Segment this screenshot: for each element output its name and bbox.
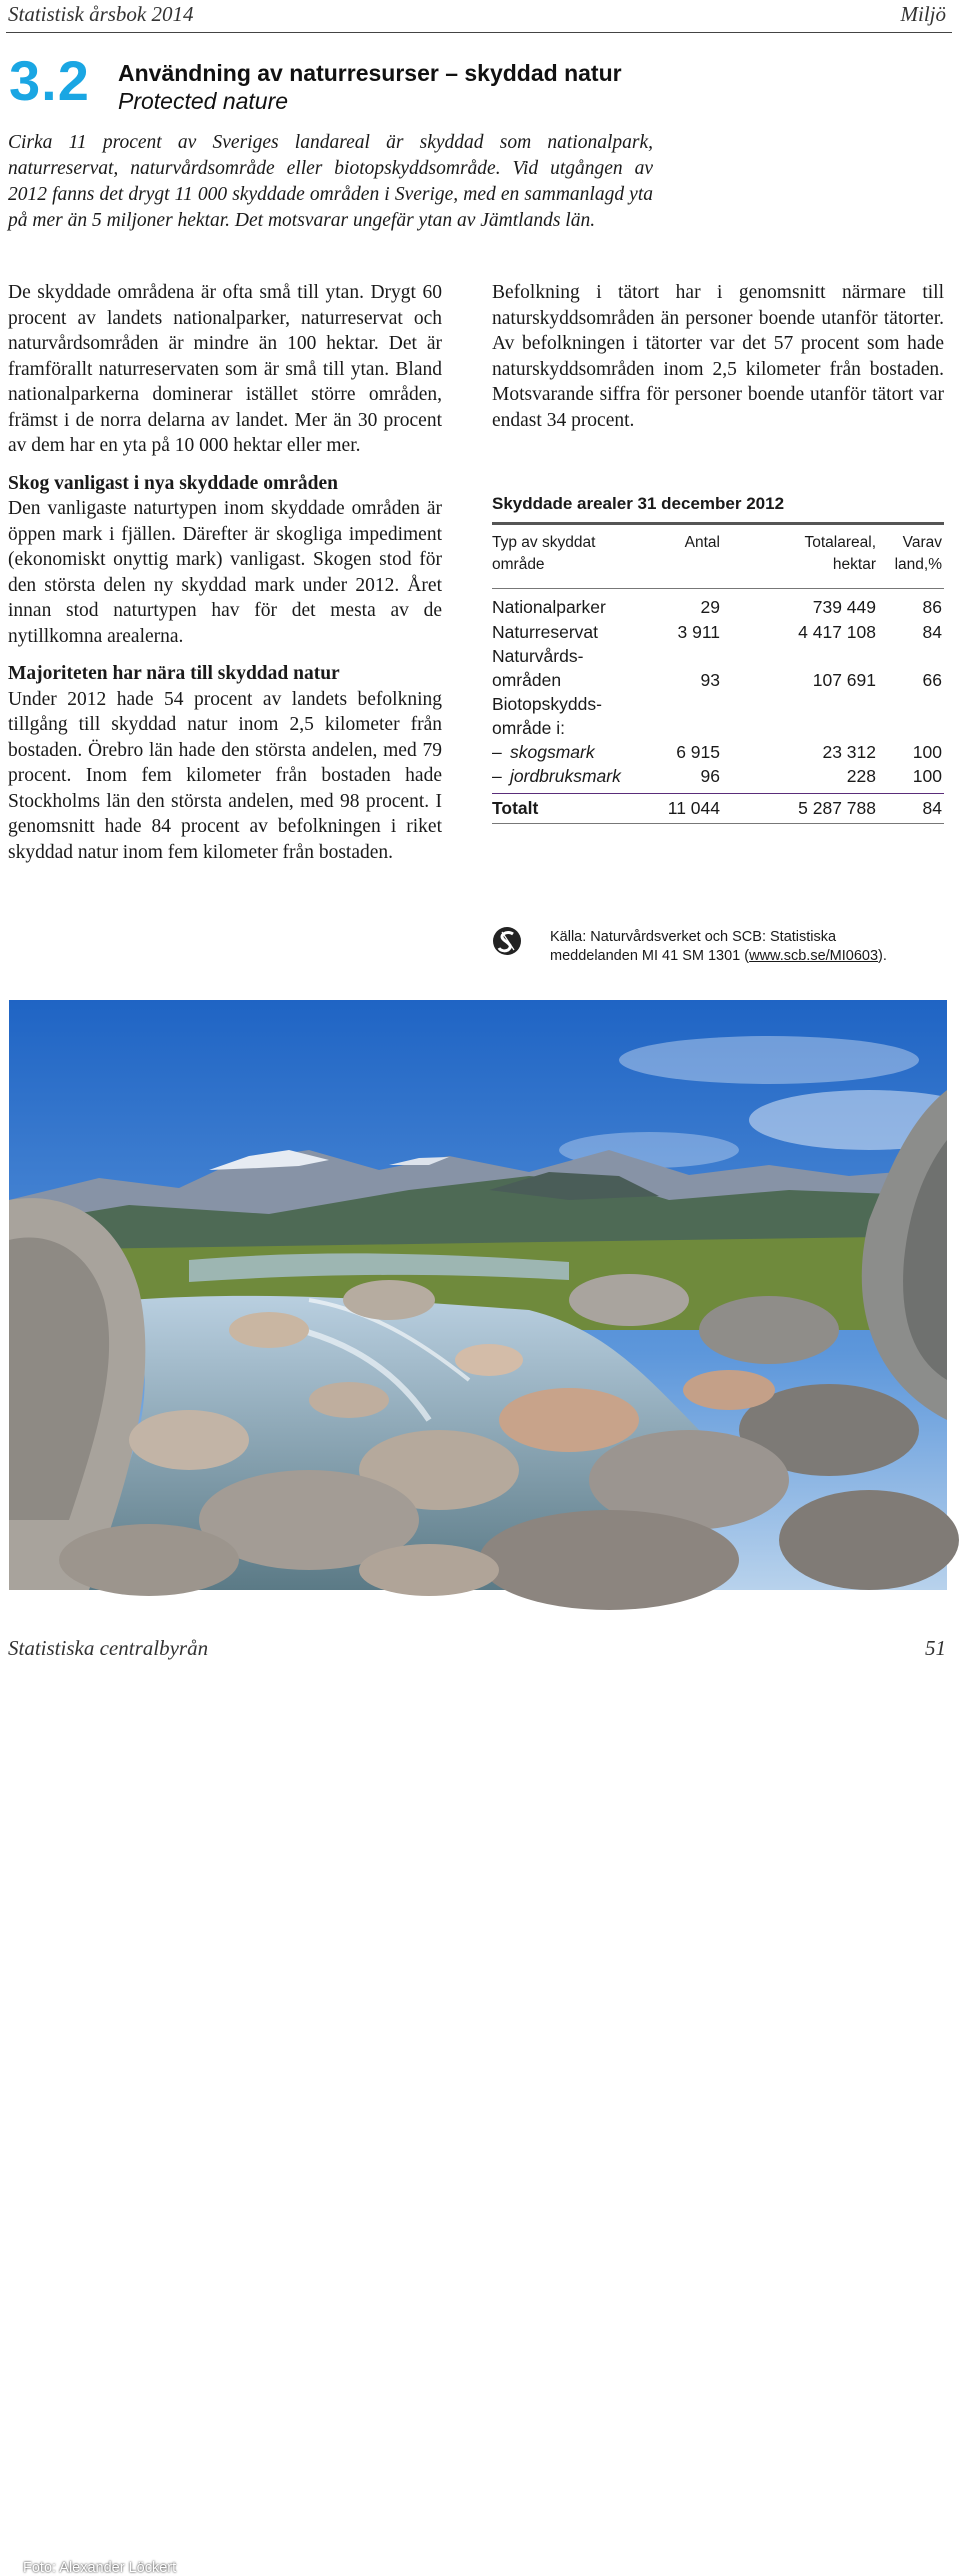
table-cell-varav: 66 bbox=[922, 670, 942, 690]
left-column bbox=[8, 280, 442, 877]
source-link[interactable]: www.scb.se/MI0603 bbox=[749, 948, 879, 964]
table-total-rule bbox=[492, 793, 944, 794]
source-line-1: Källa: Naturvårdsverket och SCB: Statistiska bbox=[550, 929, 837, 945]
table-cell-area: 107 691 bbox=[812, 670, 876, 690]
header-varav-line1: Varav bbox=[902, 534, 942, 551]
table-row-name: Nationalparker bbox=[492, 597, 606, 617]
subheading-forest: Skog vanligast i nya skyddade områden bbox=[8, 472, 338, 494]
table-title: Skyddade arealer 31 december 2012 bbox=[492, 494, 785, 513]
header-rule bbox=[6, 32, 952, 33]
header-type-line1: Typ av skyddat bbox=[492, 534, 596, 551]
page-number: 51 bbox=[925, 1636, 946, 1660]
table-cell-area: 228 bbox=[846, 766, 876, 786]
table-cell-varav: 100 bbox=[912, 766, 942, 786]
table-cell-area: 739 449 bbox=[812, 597, 876, 617]
section-number: 3.2 bbox=[9, 49, 90, 112]
right-paragraph-1: Befolkning i tätort har i genomsnitt närmare till naturskyddsområden än personer boende utanför tätorter. Av befolkningen i tätorter var det 57 procent som hade naturskyddsområden inom 2,5 kilometer från bostaden. Motsvarande siffra för personer boende utanför tätort var endast 34 procent. bbox=[492, 282, 944, 431]
table-row-name-line1: Biotopskydds- bbox=[492, 694, 602, 714]
left-paragraph-3: Under 2012 hade 54 procent av landets befolkning tillgång till skyddad natur inom 2,5 kilometer från bostaden. Örebro län hade den största andelen, med 79 procent. Inom fem kilometer från bostaden hade Stockholms län den största andelen, med 98 procent. I genomsnitt hade 84 procent av befolkningen i riket skyddad natur inom fem kilometer från bostaden. bbox=[8, 688, 442, 863]
source-note bbox=[550, 928, 950, 966]
table-total-label: Totalt bbox=[492, 798, 539, 818]
subheading-proximity: Majoriteten har nära till skyddad natur bbox=[8, 663, 340, 684]
header-area-line1: Totalareal, bbox=[804, 534, 876, 551]
table-cell-varav: 100 bbox=[912, 742, 942, 762]
table-cell-varav: 84 bbox=[922, 622, 942, 642]
header-type-line2: område bbox=[492, 556, 545, 573]
table-cell-antal: 29 bbox=[700, 597, 720, 617]
table-row-dash: – bbox=[492, 766, 502, 786]
table-total-area: 5 287 788 bbox=[798, 798, 876, 818]
table-total-antal: 11 044 bbox=[667, 798, 720, 818]
photo-credit: Foto: Alexander Löckert bbox=[23, 2560, 177, 2576]
scb-logo-icon bbox=[492, 926, 522, 956]
table-cell-antal: 3 911 bbox=[677, 622, 720, 642]
running-header-left: Statistisk årsbok 2014 bbox=[8, 2, 194, 26]
source-line-2: meddelanden MI 41 SM 1301 (www.scb.se/MI0603). bbox=[550, 948, 887, 964]
table-bottom-rule bbox=[492, 823, 944, 824]
running-header-right: Miljö bbox=[900, 2, 946, 26]
table-top-rule bbox=[492, 522, 944, 525]
table-cell-antal: 6 915 bbox=[676, 742, 720, 762]
table-cell-antal: 96 bbox=[700, 766, 720, 786]
table-cell-varav: 86 bbox=[922, 597, 942, 617]
header-area-line2: hektar bbox=[832, 556, 876, 573]
table-row-name: skogsmark bbox=[510, 742, 595, 762]
right-column bbox=[492, 280, 944, 433]
table-cell-antal: 93 bbox=[700, 670, 720, 690]
table-row-name: jordbruksmark bbox=[510, 766, 621, 786]
left-paragraph-2: Den vanligaste naturtypen inom skyddade områden är öppen mark i fjällen. Därefter är skogliga impediment (ekonomiskt onyttig mark) vanligast. Skogen stod för den största delen ny skyddad mark under 2012. Året innan stod naturtypen hav för det mesta av de nytillkomna arealerna. bbox=[8, 498, 442, 647]
table-row-name-line2: områden bbox=[492, 670, 562, 690]
table-cell-area: 4 417 108 bbox=[798, 622, 876, 642]
running-footer-left: Statistiska centralbyrån bbox=[8, 1636, 209, 1660]
section-title: Användning av naturresurser – skyddad natur bbox=[118, 60, 622, 86]
left-paragraph-1: De skyddade områdena är ofta små till ytan. Drygt 60 procent av landets nationalparker, naturreservat och naturvårdsområden är mindre än 100 hektar. Det är framförallt naturreservaten som är små till ytan. Bland nationalparkerna dominerar istället större områden, främst i de norra delarna av landet. Mer än 30 procent av dem har en yta på 10 000 hektar eller mer. bbox=[8, 282, 442, 456]
table-row-name: Naturreservat bbox=[492, 622, 599, 642]
table-cell-area: 23 312 bbox=[822, 742, 876, 762]
header-varav-line2: land,% bbox=[894, 556, 942, 573]
header-antal: Antal bbox=[684, 534, 720, 551]
table-row-dash: – bbox=[492, 742, 502, 762]
section-subtitle: Protected nature bbox=[118, 88, 289, 114]
table-row-name-line1: Naturvårds- bbox=[492, 646, 584, 666]
table-row-name-line2: område i: bbox=[492, 718, 565, 738]
lead-paragraph: Cirka 11 procent av Sveriges landareal är skyddad som nationalpark, naturreservat, naturvårdsområde eller biotopskyddsområde. Vid utgången av 2012 fanns det drygt 11 000 skyddade områden i Sverige, med en sammanlagd yta på mer än 5 miljoner hektar. Det motsvarar ungefär ytan av Jämtlands län. bbox=[8, 132, 653, 231]
table-total-varav: 84 bbox=[922, 798, 942, 818]
landscape-illustration bbox=[9, 1000, 947, 1590]
table-header-rule bbox=[492, 588, 944, 589]
